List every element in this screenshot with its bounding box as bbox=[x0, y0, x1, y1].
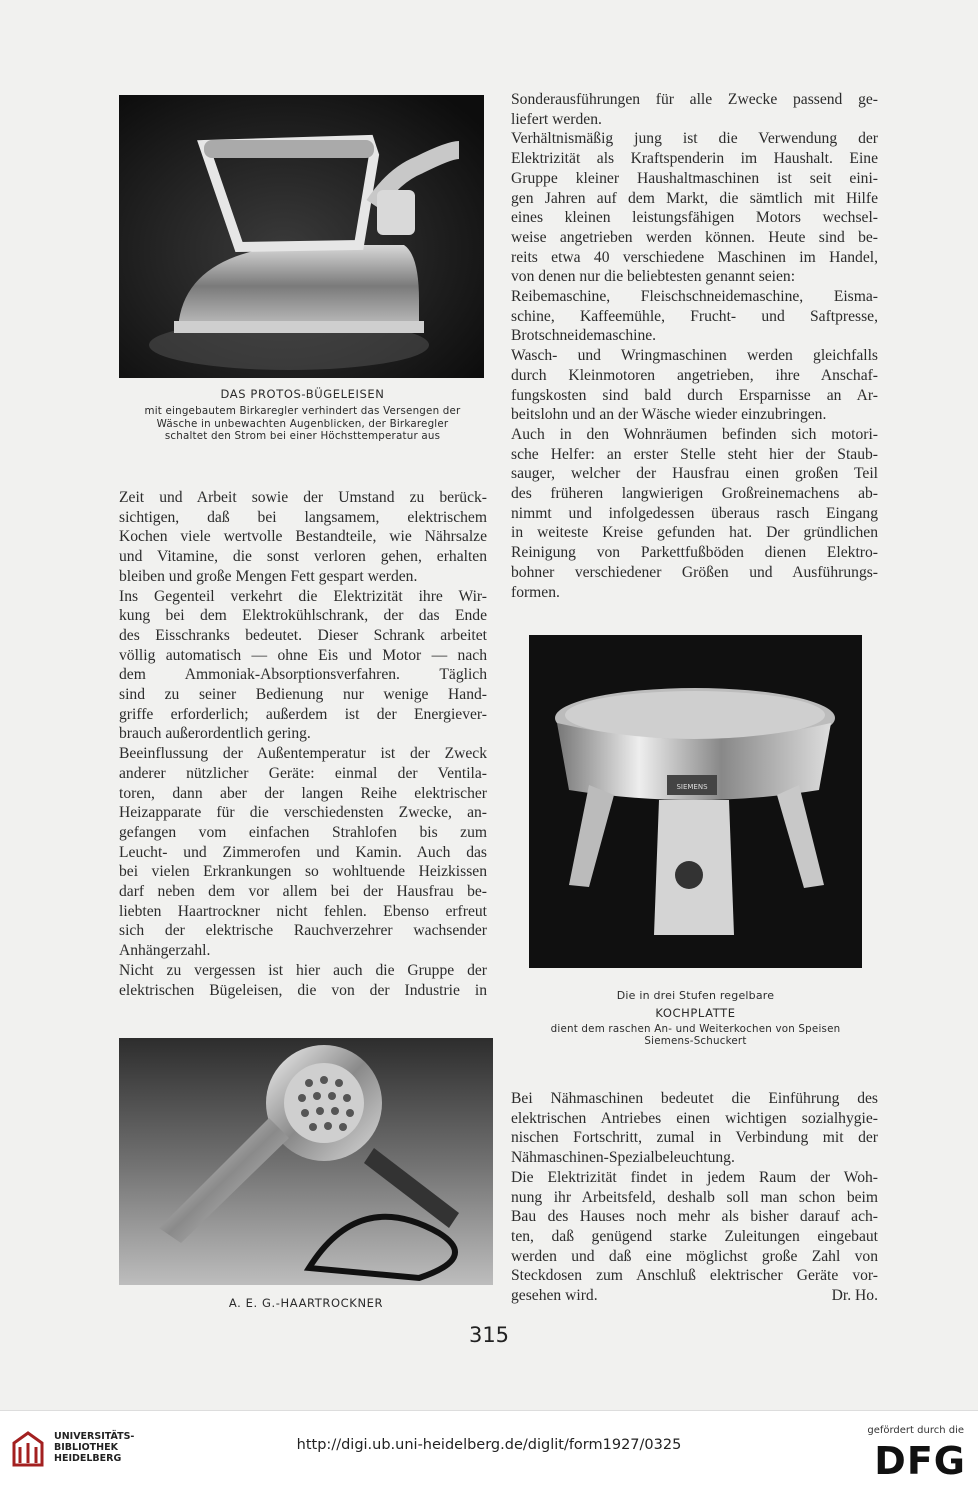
caption-stove-line: Siemens-Schuckert bbox=[644, 1035, 747, 1048]
text-line: Reibemaschine, Fleischschneidemaschine, Eisma- bbox=[511, 288, 878, 306]
photo-hair-dryer bbox=[119, 1038, 493, 1285]
text-line: Wasch- und Wringmaschinen werden gleichfalls bbox=[511, 347, 878, 365]
text-line: Zeit und Arbeit sowie der Umstand zu berück- bbox=[119, 489, 487, 506]
text-line: Beeinflussung der Außentemperatur ist der Zweck bbox=[119, 745, 487, 763]
text-line: brauch außerordentlich gering. bbox=[119, 725, 311, 743]
text-line: des Eisschranks bedeutet. Dieser Schrank arbeitet bbox=[119, 626, 487, 644]
text-line: Leucht- und Zimmerofen und Kamin. Auch das bbox=[119, 843, 487, 861]
text-line: Elektrizität als Kraftspenderin im Haushalt. Eine bbox=[511, 150, 878, 168]
stove-illustration bbox=[529, 635, 862, 968]
closing-text: gesehen wird. bbox=[511, 1287, 598, 1304]
text-line: weise angetrieben werden können. Heute sind be- bbox=[511, 228, 878, 246]
text-line: Ins Gegenteil verkehrt die Elektrizität ihre Wir- bbox=[119, 587, 487, 605]
caption-iron bbox=[105, 387, 500, 443]
text-line: sauger, welcher der Hausfrau einen großen Teil bbox=[511, 465, 878, 483]
text-line: bei vielen Erkrankungen so wohltuende Heizkissen bbox=[119, 863, 487, 881]
text-line: toren, dann aber der langen Reihe elektrischer bbox=[119, 784, 487, 802]
text-line: griffe erforderlich; außerdem ist der Energiever- bbox=[119, 705, 487, 723]
library-name-line: UNIVERSITÄTS- bbox=[54, 1431, 135, 1442]
text-line: Anhängerzahl. bbox=[119, 942, 211, 960]
caption-stove-line: dient dem raschen An- und Weiterkochen von Speisen bbox=[550, 1022, 841, 1035]
closing-line bbox=[511, 1286, 878, 1306]
text-line: Steckdosen zum Anschluß elektrischer Geräte vor- bbox=[511, 1267, 878, 1285]
permalink-url[interactable]: http://digi.ub.uni-heidelberg.de/diglit/form1927/0325 bbox=[296, 1437, 682, 1453]
text-line: ten, daß genügend starke Zuleitungen eingebaut bbox=[511, 1227, 878, 1245]
caption-stove-title: KOCHPLATTE bbox=[655, 1005, 736, 1020]
library-name-line: HEIDELBERG bbox=[54, 1453, 122, 1464]
caption-hair-dryer bbox=[119, 1296, 493, 1310]
iron-illustration bbox=[119, 95, 484, 378]
caption-iron-line: mit eingebautem Birkaregler verhindert das Versengen der bbox=[144, 405, 461, 417]
dfg-logo: DFG bbox=[874, 1439, 966, 1483]
text-line: gen Jahren auf dem Markt, die sämtlich mit Hilfe bbox=[511, 189, 878, 207]
text-line: durch Kleinmotoren angetrieben, ihre Anschaf- bbox=[511, 366, 878, 384]
right-column-text-bottom bbox=[511, 1089, 878, 1286]
text-line: darf neben dem vor allem bei der Hausfrau be- bbox=[119, 883, 487, 901]
photo-iron bbox=[119, 95, 484, 378]
text-line: nimmt und infolgedessen überaus rasch Eingang bbox=[511, 504, 878, 522]
text-line: bleiben und große Mengen Fett gespart werden. bbox=[119, 567, 418, 585]
text-line: Verhältnismäßig jung ist die Verwendung der bbox=[511, 130, 878, 148]
text-line: kung bei dem Elektrokühlschrank, der das Ende bbox=[119, 607, 487, 625]
text-line: dem Ammoniak-Absorptionsverfahren. Täglich bbox=[119, 666, 487, 684]
text-line: Kochen viele wertvolle Bestandteile, wie Nährsalze bbox=[119, 528, 487, 546]
caption-hair-dryer-title: A. E. G.-HAARTROCKNER bbox=[228, 1296, 384, 1310]
text-line: völlig automatisch — ohne Eis und Motor — nach bbox=[119, 646, 487, 664]
left-column-text bbox=[119, 488, 487, 1000]
right-column-text-top bbox=[511, 90, 878, 602]
text-line: formen. bbox=[511, 583, 560, 601]
text-line: reits etwa 40 verschiedene Maschinen im Handel, bbox=[511, 248, 878, 266]
author-signature: Dr. Ho. bbox=[831, 1287, 878, 1304]
text-line: schine, Kaffeemühle, Frucht- und Saftpresse, bbox=[511, 307, 878, 325]
caption-stove-line: Die in drei Stufen regelbare bbox=[616, 989, 775, 1002]
text-line: Die Elektrizität findet in jedem Raum der Woh- bbox=[511, 1168, 878, 1186]
text-line: Heizapparate für die verschiedensten Zwecke, an- bbox=[119, 804, 487, 822]
text-line: sich der elektrische Rauchverzehrer wachsender bbox=[119, 922, 487, 940]
text-line: liefert werden. bbox=[511, 110, 602, 128]
digitization-footer bbox=[0, 1410, 978, 1486]
text-line: Bei Nähmaschinen bedeutet die Einführung des bbox=[511, 1090, 878, 1107]
text-line: werden und daß eine möglichst große Zahl von bbox=[511, 1247, 878, 1265]
caption-iron-line: Wäsche in unbewachten Augenblicken, der Birkaregler bbox=[156, 417, 449, 430]
text-line: Nähmaschinen-Spezialbeleuchtung. bbox=[511, 1149, 735, 1167]
library-name-line: BIBLIOTHEK bbox=[54, 1442, 118, 1453]
caption-iron-title: DAS PROTOS-BÜGELEISEN bbox=[220, 387, 385, 401]
text-line: und Vitamine, die sonst verloren gehen, erhalten bbox=[119, 548, 487, 566]
text-line: Bau des Hauses noch mehr als bisher darauf ach- bbox=[511, 1208, 878, 1226]
text-line: des früheren langwierigen Großreinemachens ab- bbox=[511, 485, 878, 503]
text-line: beitslohn und an der Wäsche wieder einzubringen. bbox=[511, 406, 827, 424]
text-line: sind zu seiner Bedienung nur wenige Hand- bbox=[119, 686, 487, 704]
text-line: Reinigung von Parkettfußböden dienen Elektro- bbox=[511, 544, 878, 562]
text-line: sichtigen, daß bei langsamem, elektrischem bbox=[119, 508, 487, 526]
hair-dryer-illustration bbox=[119, 1038, 493, 1285]
text-line: liebten Haartrockner nicht fehlen. Ebenso erfreut bbox=[119, 902, 487, 920]
text-line: sche Helfer: an erster Stelle steht hier der Staub- bbox=[511, 445, 878, 463]
text-line: Auch in den Wohnräumen befinden sich motori- bbox=[511, 425, 878, 443]
text-line: nung ihr Arbeitsfeld, deshalb soll man schon beim bbox=[511, 1188, 878, 1206]
text-line: Gruppe kleiner Haushaltmaschinen ist seit eini- bbox=[511, 169, 878, 187]
funding-note: gefördert durch die bbox=[867, 1425, 964, 1436]
text-line: fungskosten sind bald durch Ersparnisse an Ar- bbox=[511, 386, 878, 404]
text-line: elektrischen Antriebes einen wichtigen sozialhygie- bbox=[511, 1109, 878, 1127]
photo-stove bbox=[529, 635, 862, 968]
text-line: elektrischen Bügeleisen, die von der Industrie in bbox=[119, 981, 487, 999]
text-line: Sonderausführungen für alle Zwecke passend ge- bbox=[511, 91, 878, 108]
text-line: eines kleinen leistungsfähigen Motors wechsel- bbox=[511, 209, 878, 227]
text-line: von denen nur die beliebtesten genannt seien: bbox=[511, 268, 796, 286]
caption-iron-line: schaltet den Strom bei einer Höchsttemperatur aus bbox=[164, 430, 441, 443]
page-number: 315 bbox=[468, 1323, 510, 1347]
text-line: Nicht zu vergessen ist hier auch die Gruppe der bbox=[119, 961, 487, 979]
text-line: in weiteste Kreise gefunden hat. Der gründlichen bbox=[511, 524, 878, 542]
text-line: gefangen vom einfachen Strahlofen bis zum bbox=[119, 823, 487, 841]
text-line: bohner verschiedener Größen und Ausführungs- bbox=[511, 563, 878, 581]
text-line: Brotschneidemaschine. bbox=[511, 327, 657, 345]
stove-brand-label: SIEMENS bbox=[676, 783, 708, 791]
text-line: anderer nützlicher Geräte: einmal der Ventila- bbox=[119, 764, 487, 782]
caption-stove bbox=[512, 990, 879, 1048]
text-line: nischen Fortschritt, zumal in Verbindung mit der bbox=[511, 1129, 878, 1147]
